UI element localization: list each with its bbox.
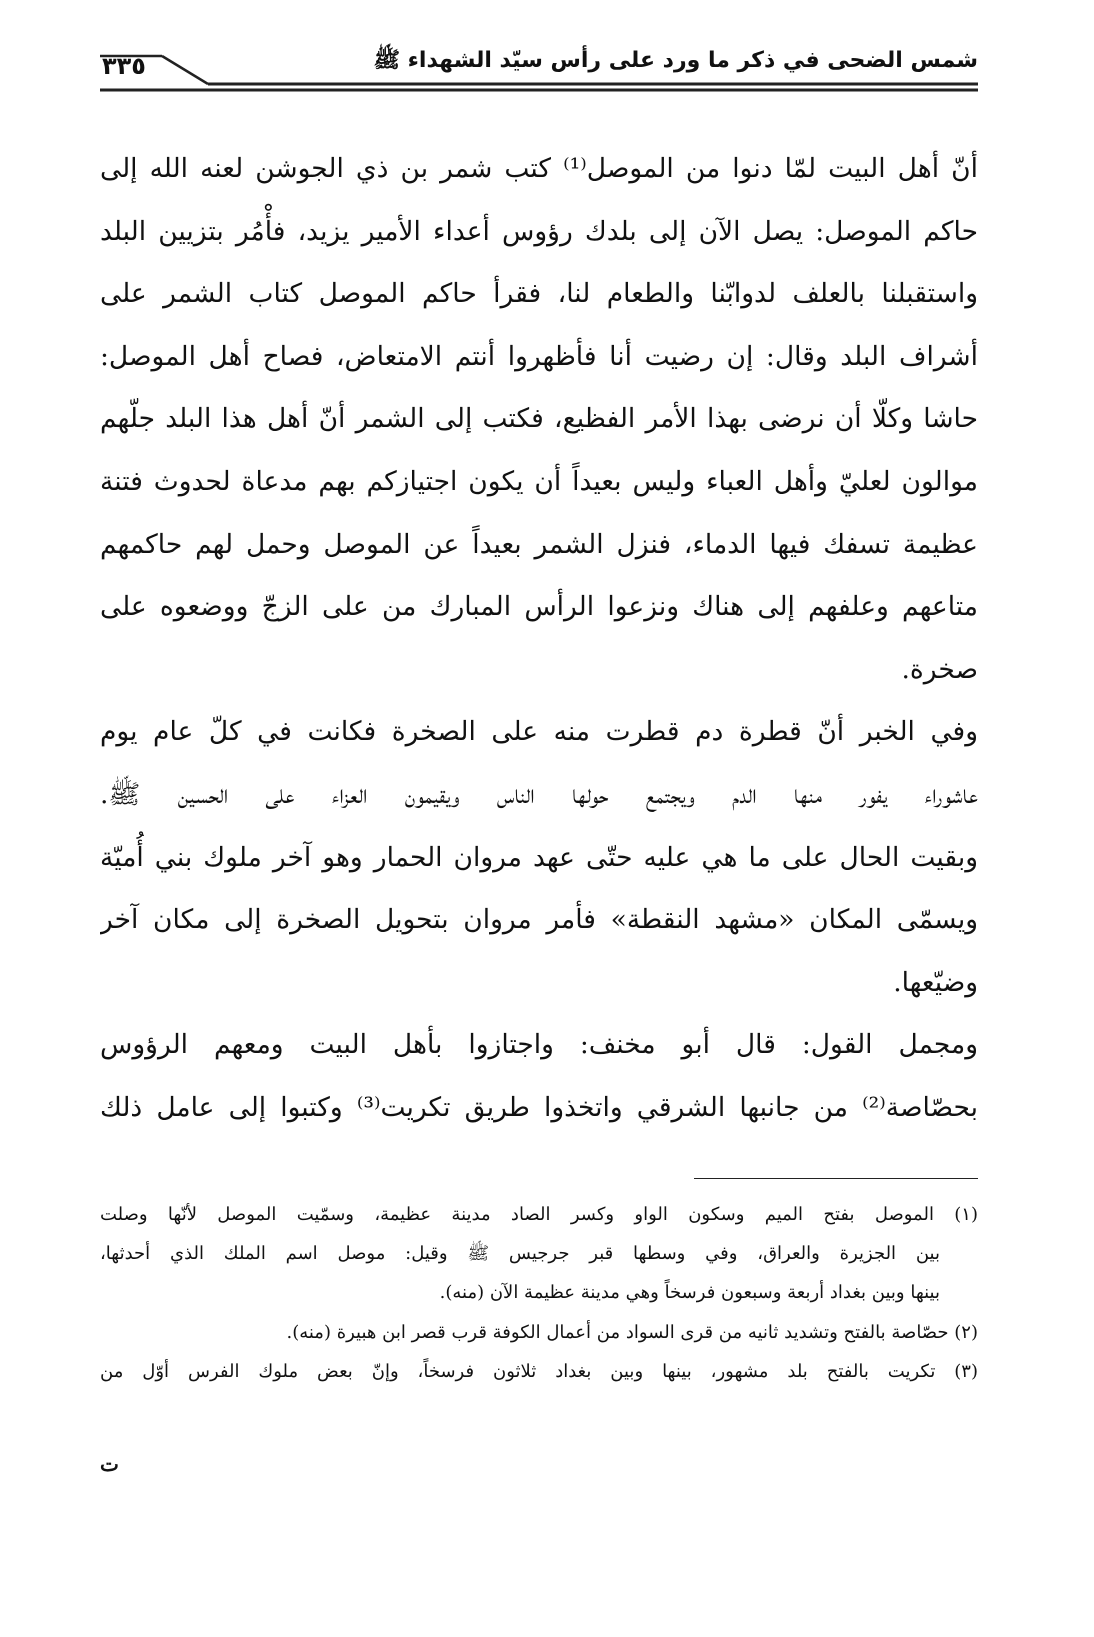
text-line-paragraph-end: وضيّعها. <box>893 966 978 998</box>
footnote-1-line: بينها وبين بغداد أربعة وسبعون فرسخاً وهي مدينة عظيمة الآن (منه). <box>439 1281 940 1303</box>
text-line: ويسمّى المكان «مشهد النقطة» فأمر مروان بتحويل الصخرة إلى مكان آخر <box>100 904 978 936</box>
text-line: أنّ أهل البيت لمّا دنوا من الموصل⁽¹⁾ كتب شمر بن ذي الجوشن لعنه الله إلى <box>100 153 978 184</box>
text-line-paragraph-end: صخرة. <box>901 653 978 685</box>
main-text <box>100 138 978 1140</box>
text-line: عاشوراء يفور منها الدم ويجتمع حولها الناس ويقيمون العزاء على الحسين ﷺ. <box>100 778 978 810</box>
text-line: عظيمة تسفك فيها الدماء، فنزل الشمر بعيداً عن الموصل وحمل لهم حاكمهم <box>100 528 978 560</box>
text-line: حاشا وكلّا أن نرضى بهذا الأمر الفظيع، فكتب إلى الشمر أنّ أهل هذا البلد جلّهم <box>100 403 978 435</box>
footnote-1-line: بين الجزيرة والعراق، وفي وسطها قبر جرجيس ﷺ وقيل: موصل اسم الملك الذي أحدثها، <box>100 1242 940 1264</box>
text-line: وبقيت الحال على ما هي عليه حتّى عهد مروان الحمار وهو آخر ملوك بني أُميّة <box>100 841 978 873</box>
text-line: بحصّاصة⁽²⁾ من جانبها الشرقي واتخذوا طريق تكريت⁽³⁾ وكتبوا إلى عامل ذلك <box>100 1091 978 1123</box>
page-number: ٣٣٥ <box>102 52 146 80</box>
running-title: شمس الضحى في ذكر ما ورد على رأس سيّد الشهداء ﷺ <box>373 48 978 73</box>
running-header <box>100 38 978 100</box>
text-line: ومجمل القول: قال أبو مخنف: واجتازوا بأهل البيت ومعهم الرؤوس <box>100 1029 978 1061</box>
footnotes <box>100 1196 978 1392</box>
footnote-3-line: (٣) تكريت بالفتح بلد مشهور، بينها وبين بغداد ثلاثون فرسخاً، وإنّ بعض ملوك الفرس أوّل من <box>100 1361 978 1383</box>
text-line: وفي الخبر أنّ قطرة دم قطرت منه على الصخرة فكانت في كلّ عام يوم <box>100 716 978 748</box>
text-line: حاكم الموصل: يصل الآن إلى بلدك رؤوس أعداء الأمير يزيد، فأْمُر بتزيين البلد <box>100 215 978 247</box>
footnote-1-line: (١) الموصل بفتح الميم وسكون الواو وكسر الصاد مدينة عظيمة، وسمّيت الموصل لأنّها وصلت <box>100 1204 978 1225</box>
text-line: موالون لعليّ وأهل العباء وليس بعيداً أن يكون اجتيازكم بهم مدعاة لحدوث فتنة <box>100 465 978 497</box>
text-line: متاعهم وعلفهم إلى هناك ونزعوا الرأس المبارك من على الزجّ ووضعوه على <box>100 591 978 623</box>
text-line: واستقبلنا بالعلف لدوابّنا والطعام لنا، فقرأ حاكم الموصل كتاب الشمر على <box>100 278 978 310</box>
catchword: ت <box>100 1452 119 1476</box>
text-line: أشراف البلد وقال: إن رضيت أنا فأظهروا أنتم الامتعاض، فصاح أهل الموصل: <box>100 340 978 372</box>
footnote-2: (٢) حصّاصة بالفتح وتشديد ثانيه من قرى السواد من أعمال الكوفة قرب قصر ابن هبيرة (منه). <box>286 1322 978 1344</box>
footnote-separator <box>694 1178 978 1179</box>
